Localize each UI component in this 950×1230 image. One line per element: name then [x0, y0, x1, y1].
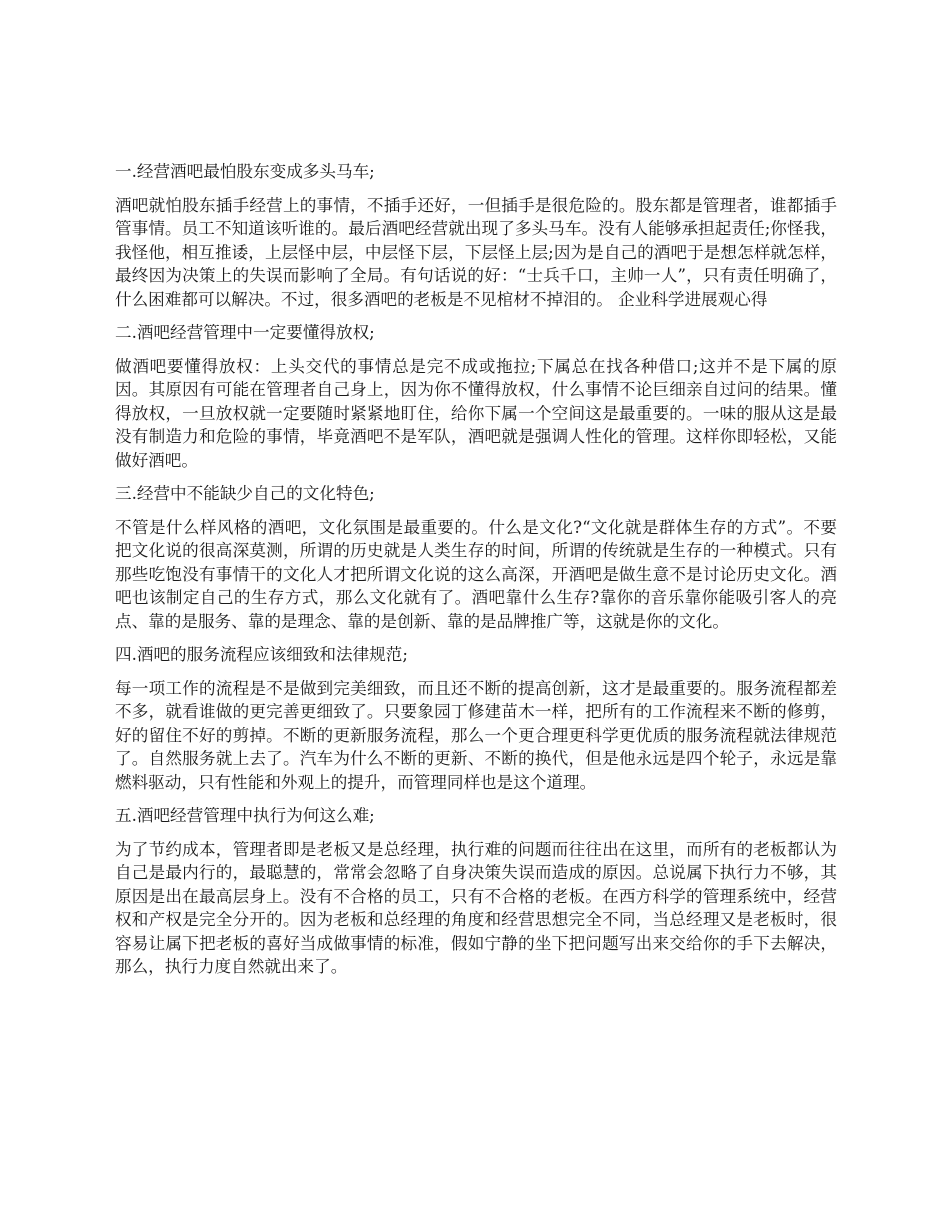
- section-4-paragraph: 每一项工作的流程是不是做到完美细致，而且还不断的提高创新，这才是最重要的。服务流程都差不多，就看谁做的更完善更细致了。只要象园丁修建苗木一样，把所有的工作流程来不断的修剪，好的留住不好的剪掉。不断的更新服务流程，那么一个更合理更科学更优质的服务流程就法律规范了。自然服务就上去了。汽车为什么不断的更新、不断的换代，但是他永远是四个轮子，永远是靠燃料驱动，只有性能和外观上的提升，而管理同样也是这个道理。: [115, 678, 837, 792]
- section-5-heading: 五.酒吧经营管理中执行为何这么难;: [115, 806, 375, 825]
- document-page: [115, 160, 837, 989]
- section-1-paragraph: 酒吧就怕股东插手经营上的事情，不插手还好，一但插手是很危险的。股东都是管理者，谁都插手管事情。员工不知道该听谁的。最后酒吧经营就出现了多头马车。没有人能够承担起责任;你怪我，我怪他，相互推诿，上层怪中层，中层怪下层，下层怪上层;因为是自己的酒吧于是想怎样就怎样，最终因为决策上的失误而影响了全局。有句话说的好：“士兵千口，主帅一人”，只有责任明确了，什么困难都可以解决。不过，很多酒吧的老板是不见棺材不掉泪的。 企业科学进展观心得: [115, 195, 837, 309]
- section-1-heading: 一.经营酒吧最怕股东变成多头马车;: [115, 162, 375, 181]
- section-2-paragraph: 做酒吧要懂得放权：上头交代的事情总是完不成或拖拉;下属总在找各种借口;这并不是下属的原因。其原因有可能在管理者自己身上，因为你不懂得放权，什么事情不论巨细亲自过问的结果。懂得放权，一旦放权就一定要随时紧紧地盯住，给你下属一个空间这是最重要的。一味的服从这是最没有制造力和危险的事情，毕竟酒吧不是军队，酒吧就是强调人性化的管理。这样你即轻松，又能做好酒吧。: [115, 356, 837, 470]
- section-2-heading: 二.酒吧经营管理中一定要懂得放权;: [115, 323, 375, 342]
- section-3-heading: 三.经营中不能缺少自己的文化特色;: [115, 484, 375, 503]
- section-4-heading: 四.酒吧的服务流程应该细致和法律规范;: [115, 645, 408, 664]
- section-3-paragraph: 不管是什么样风格的酒吧，文化氛围是最重要的。什么是文化?“文化就是群体生存的方式”。不要把文化说的很高深莫测，所谓的历史就是人类生存的时间，所谓的传统就是生存的一种模式。只有那些吃饱没有事情干的文化人才把所谓文化说的这么高深，开酒吧是做生意不是讨论历史文化。酒吧也该制定自己的生存方式，那么文化就有了。酒吧靠什么生存?靠你的音乐靠你能吸引客人的亮点、靠的是服务、靠的是理念、靠的是创新、靠的是品牌推广等，这就是你的文化。: [115, 517, 837, 631]
- section-5-paragraph: 为了节约成本，管理者即是老板又是总经理，执行难的问题而往往出在这里，而所有的老板都认为自己是最内行的，最聪慧的，常常会忽略了自身决策失误而造成的原因。总说属下执行力不够，其原因是出在最高层身上。没有不合格的员工，只有不合格的老板。在西方科学的管理系统中，经营权和产权是完全分开的。因为老板和总经理的角度和经营思想完全不同，当总经理又是老板时，很容易让属下把老板的喜好当成做事情的标准，假如宁静的坐下把问题写出来交给你的手下去解决，那么，执行力度自然就出来了。: [115, 839, 837, 976]
